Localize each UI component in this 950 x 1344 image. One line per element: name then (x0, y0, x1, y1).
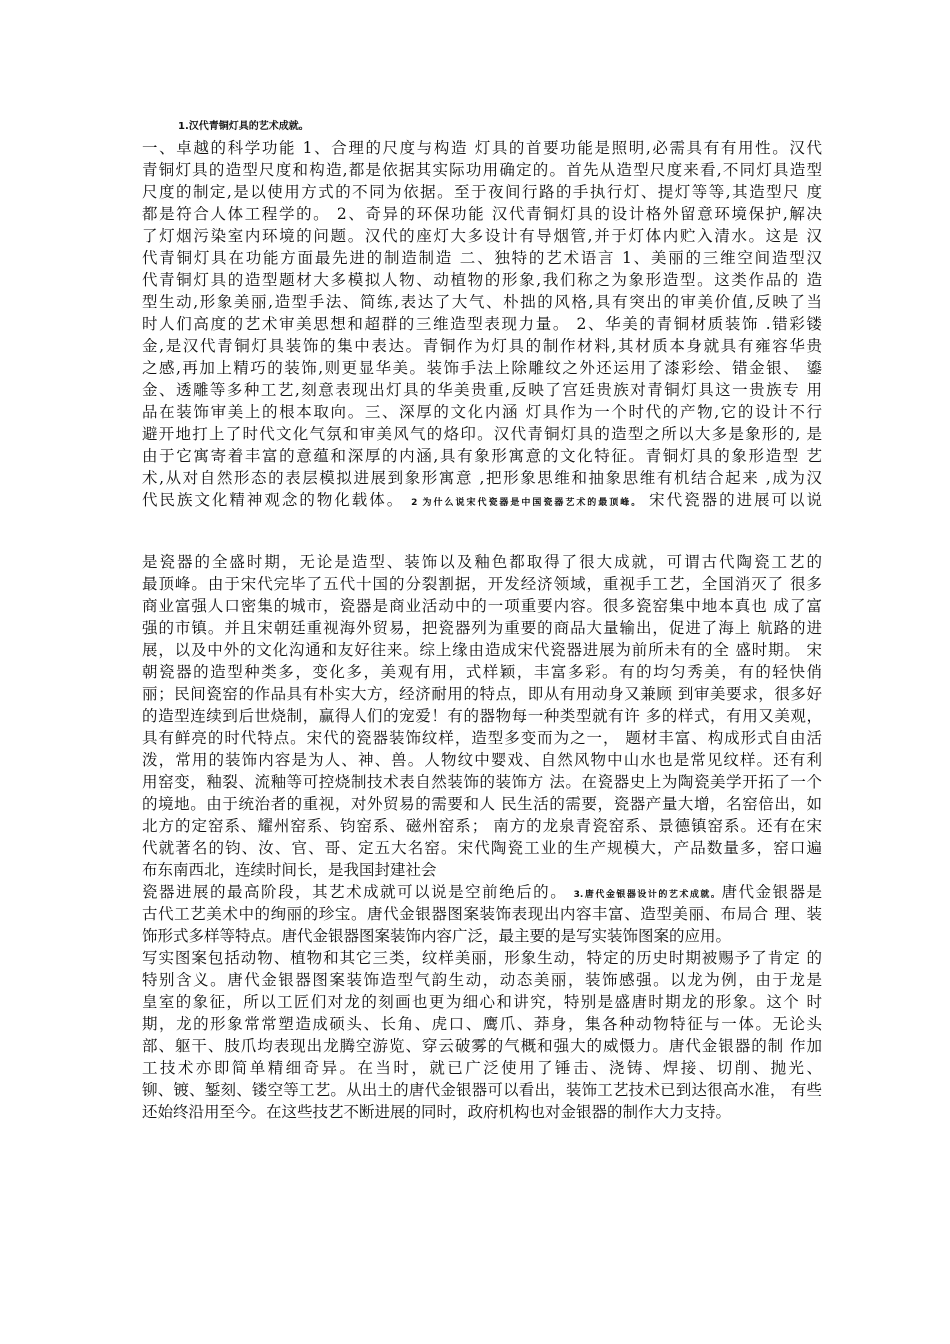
text-line: 具有鲜亮的时代特点。宋代的瓷器装饰纹样，造型多变而为之一， 题材丰富、构成形式自由活 (142, 729, 822, 747)
text-line: 都是符合人体工程学的。 2、奇异的环保功能 汉代青铜灯具的设计格外留意环境保护,解决 (142, 205, 822, 223)
text-line: 型生动,形象美丽,造型手法、简练,表达了大气、朴拙的风格,具有突出的审美价值,反映了当 (142, 293, 822, 311)
text-line: 一、卓越的科学功能 1、合理的尺度与构造 灯具的首要功能是照明,必需具有有用性。汉代 (142, 139, 822, 157)
text-line: 之感,再加上精巧的装饰,则更显华美。装饰手法上除雕纹之外还运用了漆彩绘、错金银、 鎏 (142, 359, 822, 377)
text-line: 北方的定窑系、耀州窑系、钧窑系、磁州窑系； 南方的龙泉青瓷窑系、景德镇窑系。还有在宋 (142, 817, 822, 835)
text-line: 特别含义。唐代金银器图案装饰造型气韵生动，动态美丽，装饰感强。以龙为例，由于龙是 (142, 971, 822, 989)
text-line-before: 瓷器进展的最高阶段，其艺术成就可以说是空前绝后的。 (142, 883, 574, 901)
text-line: 丽；民间瓷窑的作品具有朴实大方，经济耐用的特点，即从有用动身又兼顾 到审美要求，很多好 (142, 685, 822, 703)
text-line: 古代工艺美术中的绚丽的珍宝。唐代金银器图案装饰表现出内容丰富、造型美丽、布局合 理、装 (142, 905, 822, 923)
text-line-with-heading (142, 881, 822, 903)
text-line: 青铜灯具的造型尺度和构造,都是依据其实际功用确定的。首先从造型尺度来看,不同灯具造型 (142, 161, 822, 179)
text-line-after: 唐代金银器是 (721, 883, 822, 901)
text-line: 的境地。由于统治者的重视，对外贸易的需要和人 民生活的需要，瓷器产量大增，名窑倍出，如 (142, 795, 822, 813)
text-line: 泼，常用的装饰内容是为人、神、兽。人物纹中婴戏、自然风物中山水也是常见纹样。还有利 (142, 751, 822, 769)
text-line: 是瓷器的全盛时期，无论是造型、装饰以及釉色都取得了很大成就，可谓古代陶瓷工艺的 (142, 553, 822, 571)
text-line: 金,是汉代青铜灯具装饰的集中表达。青铜作为灯具的制作材料,其材质本身就具有雍容华贵 (142, 337, 822, 355)
text-line: 时人们高度的艺术审美思想和超群的三维造型表现力量。 2、华美的青铜材质装饰 .错彩镂 (142, 315, 822, 333)
text-line: 布东南西北，连续时间长，是我国封建社会 (142, 861, 437, 879)
section-1-body (142, 137, 822, 511)
text-line-after: 宋代瓷器的进展可以说 (642, 491, 822, 509)
text-line: 饰形式多样等特点。唐代金银器图案装饰内容广泛，最主要的是写实装饰图案的应用。 (142, 927, 732, 945)
section-heading-1: 1.汉代青铜灯具的艺术成就。 (178, 121, 309, 132)
text-line: 工技术亦即简单精细奇异。在当时，就已广泛使用了锤击、浇铸、焊接、切削、抛光、 (142, 1059, 822, 1077)
text-line: 皇室的象征，所以工匠们对龙的刻画也更为细心和讲究，特别是盛唐时期龙的形象。这个 时 (142, 993, 822, 1011)
text-line: 的造型连续到后世烧制，赢得人们的宠爱！有的器物每一种类型就有许 多的样式，有用又美观， (142, 707, 822, 725)
text-line: 由于它寓寄着丰富的意蕴和深厚的内涵,具有象形寓意的文化特征。青铜灯具的象形造型 艺 (142, 447, 822, 465)
section-2-body (142, 551, 822, 1123)
text-line: 强的市镇。并且宋朝廷重视海外贸易，把瓷器列为重要的商品大量输出，促进了海上 航路的进 (142, 619, 822, 637)
text-line: 代青铜灯具在功能方面最先进的制造制造 二、独特的艺术语言 1、美丽的三维空间造型汉 (142, 249, 822, 267)
text-line: 代就著名的钧、汝、官、哥、定五大名窑。宋代陶瓷工业的生产规模大，产品数量多，窑口遍 (142, 839, 822, 857)
text-line: 避开地打上了时代文化气氛和审美风气的烙印。汉代青铜灯具的造型之所以大多是象形的, 是 (142, 425, 822, 443)
text-line: 期，龙的形象常常塑造成硕头、长角、虎口、鹰爪、莽身，集各种动物特征与一体。无论头 (142, 1015, 822, 1033)
text-line: 写实图案包括动物、植物和其它三类，纹样美丽，形象生动，特定的历史时期被赐予了肯定 的 (142, 949, 822, 967)
text-line: 用窑变，釉裂、流釉等可控烧制技术表自然装饰的装饰方 法。在瓷器史上为陶瓷美学开拓了一个 (142, 773, 822, 791)
text-line: 商业富强人口密集的城市，瓷器是商业活动中的一项重要内容。很多瓷窑集中地本真也 成了富 (142, 597, 822, 615)
text-line: 尺度的制定,是以使用方式的不同为依据。至于夜间行路的手执行灯、提灯等等,其造型尺 度 (142, 183, 822, 201)
section-heading-3: 3.唐代金银器设计的艺术成就。 (573, 890, 722, 900)
text-line: 最顶峰。由于宋代完毕了五代十国的分裂割据，开发经济领域，重视手工艺，全国消灭了 很多 (142, 575, 822, 593)
text-line: 术,从对自然形态的表层模拟进展到象形寓意 ,把形象思维和抽象思维有机结合起来 ,成为汉 (142, 469, 822, 487)
text-line: 品在装饰审美上的根本取向。三、深厚的文化内涵 灯具作为一个时代的产物,它的设计不行 (142, 403, 822, 421)
text-line: 还始终沿用至今。在这些技艺不断进展的同时，政府机构也对金银器的制作大力支持。 (142, 1103, 732, 1121)
text-line: 代青铜灯具的造型题材大多模拟人物、动植物的形象,我们称之为象形造型。这类作品的 造 (142, 271, 822, 289)
text-line: 了灯烟污染室内环境的问题。汉代的座灯大多设计有导烟管,并于灯体内贮入清水。这是 汉 (142, 227, 822, 245)
text-line: 部、躯干、肢爪均表现出龙腾空游览、穿云破雾的气概和强大的威慑力。唐代金银器的制 作加 (142, 1037, 822, 1055)
text-line-with-heading (142, 489, 822, 511)
text-line: 展，以及中外的文化沟通和友好往来。综上缘由造成宋代瓷器进展为前所未有的全 盛时期。 宋 (142, 641, 822, 659)
text-line: 铆、镀、錾刻、镂空等工艺。从出土的唐代金银器可以看出，装饰工艺技术已到达很高水准， 有些 (142, 1081, 822, 1099)
text-line: 金、透雕等多种工艺,刻意表现出灯具的华美贵重,反映了宫廷贵族对青铜灯具这一贵族专 用 (142, 381, 822, 399)
section-heading-2: 2 为什么说宋代瓷器是中国瓷器艺术的最顶峰。 (411, 498, 643, 508)
text-line: 朝瓷器的造型种类多，变化多，美观有用，式样颖，丰富多彩。有的均匀秀美，有的轻快俏 (142, 663, 822, 681)
text-line-before: 代民族文化精神观念的物化载体。 (142, 491, 412, 509)
